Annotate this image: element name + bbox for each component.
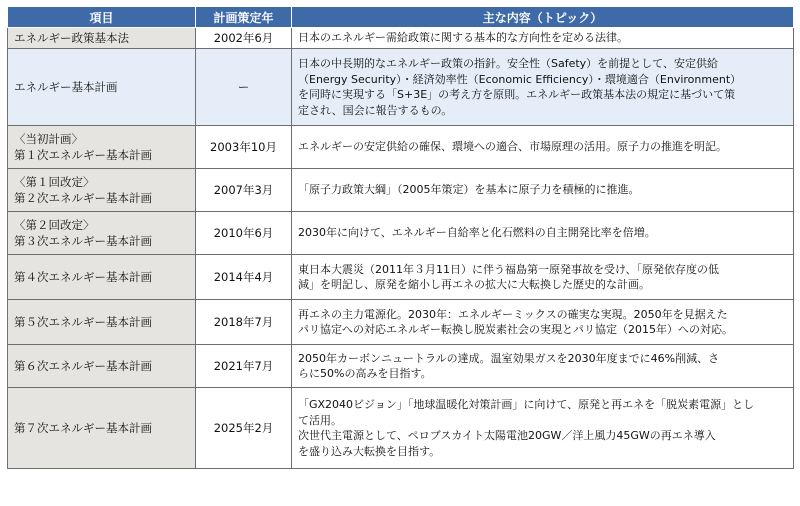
content-line: を盛り込み大転換を目指す。: [298, 444, 441, 458]
item-line: 第５次エネルギー基本計画: [14, 315, 152, 329]
content-line: 2050年カーボンニュートラルの達成。温室効果ガスを2030年度までに46%削減、さ: [298, 351, 720, 365]
content-line: エネルギーの安定供給の確保、環境への適合、市場原理の活用。原子力の推進を明記。: [298, 140, 727, 154]
row-year: 2025年2月: [196, 388, 292, 469]
content-line: 2030年に向けて、エネルギー自給率と化石燃料の自主開発比率を倍増。: [298, 226, 656, 240]
content-line: 再エネの主力電源化。2030年：エネルギーミックスの確実な実現。2050年を見据えた: [298, 307, 728, 321]
table-row: [8, 212, 794, 255]
item-line: 第４次エネルギー基本計画: [14, 270, 152, 284]
content-line: パリ協定への対応エネルギー転換し脱炭素社会の実現とパリ協定（2015年）への対応。: [298, 323, 733, 336]
row-item: [8, 255, 196, 300]
content-line: 減」を明記し、原発を縮小し再エネの拡大に大転換した歴史的な計画。: [298, 278, 650, 291]
item-line: 〈第１回改定〉: [14, 175, 95, 189]
content-line: 日本の中長期的なエネルギー政策の指針。安全性（Safety）を前提として、安定供給: [298, 57, 718, 70]
row-item: [8, 49, 196, 126]
row-item: [8, 300, 196, 345]
content-line: 次世代主電源として、ペロブスカイト太陽電池20GW／洋上風力45GWの再エネ導入: [298, 429, 716, 442]
energy-plan-table-container: [7, 6, 793, 469]
item-line: 〈第２回改定〉: [14, 218, 95, 232]
row-content: [292, 255, 794, 300]
item-line: エネルギー基本計画: [14, 80, 118, 94]
content-line: らに50%の高みを目指す。: [298, 367, 432, 380]
table-row: [8, 300, 794, 345]
content-line: を同時に実現する「S+3E」の考え方を原則。エネルギー政策基本法の規定に基づいて策: [298, 88, 736, 101]
item-line: 第２次エネルギー基本計画: [14, 191, 152, 205]
row-item: [8, 28, 196, 49]
table-row: [8, 388, 794, 469]
table-row: [8, 28, 794, 49]
row-year: 2014年4月: [196, 255, 292, 300]
row-content: [292, 169, 794, 212]
row-item: [8, 212, 196, 255]
table-row: [8, 255, 794, 300]
content-line: 日本のエネルギー需給政策に関する基本的な方向性を定める法律。: [298, 31, 628, 45]
content-line: 定され、国会に報告するもの。: [298, 103, 453, 117]
row-item: [8, 388, 196, 469]
header-year: 計画策定年: [196, 7, 292, 28]
energy-plan-table: [7, 6, 794, 469]
table-row: [8, 126, 794, 169]
header-item: 項目: [8, 7, 196, 28]
row-content: [292, 126, 794, 169]
table-row-highlight: [8, 49, 794, 126]
content-line: て活用。: [298, 413, 342, 427]
content-line: 「GX2040ビジョン」「地球温暖化対策計画」に向けて、原発と再エネを「脱炭素電源」とし: [298, 398, 755, 411]
row-content: [292, 345, 794, 388]
row-year: 2021年7月: [196, 345, 292, 388]
row-content: [292, 388, 794, 469]
row-content: [292, 28, 794, 49]
header-content: 主な内容（トピック）: [292, 7, 794, 28]
item-line: 第６次エネルギー基本計画: [14, 359, 152, 373]
row-year: 2002年6月: [196, 28, 292, 49]
row-item: [8, 169, 196, 212]
table-header-row: [8, 7, 794, 28]
table-row: [8, 345, 794, 388]
row-year: 2007年3月: [196, 169, 292, 212]
item-line: 第７次エネルギー基本計画: [14, 421, 152, 435]
row-content: [292, 49, 794, 126]
row-year: ー: [196, 49, 292, 126]
content-line: 東日本大震災（2011年３月11日）に伴う福島第一原発事故を受け、「原発依存度の低: [298, 262, 720, 276]
table-row: [8, 169, 794, 212]
row-item: [8, 345, 196, 388]
row-year: 2018年7月: [196, 300, 292, 345]
item-line: エネルギー政策基本法: [14, 31, 129, 45]
row-year: 2003年10月: [196, 126, 292, 169]
row-content: [292, 212, 794, 255]
item-line: 〈当初計画〉: [14, 132, 83, 146]
row-content: [292, 300, 794, 345]
item-line: 第３次エネルギー基本計画: [14, 234, 152, 248]
row-item: [8, 126, 196, 169]
content-line: （Energy Security）・経済効率性（Economic Efficiency）・環境適合（Environment）: [298, 72, 742, 86]
content-line: 「原子力政策大綱」（2005年策定）を基本に原子力を積極的に推進。: [298, 183, 640, 197]
row-year: 2010年6月: [196, 212, 292, 255]
item-line: 第１次エネルギー基本計画: [14, 148, 152, 162]
